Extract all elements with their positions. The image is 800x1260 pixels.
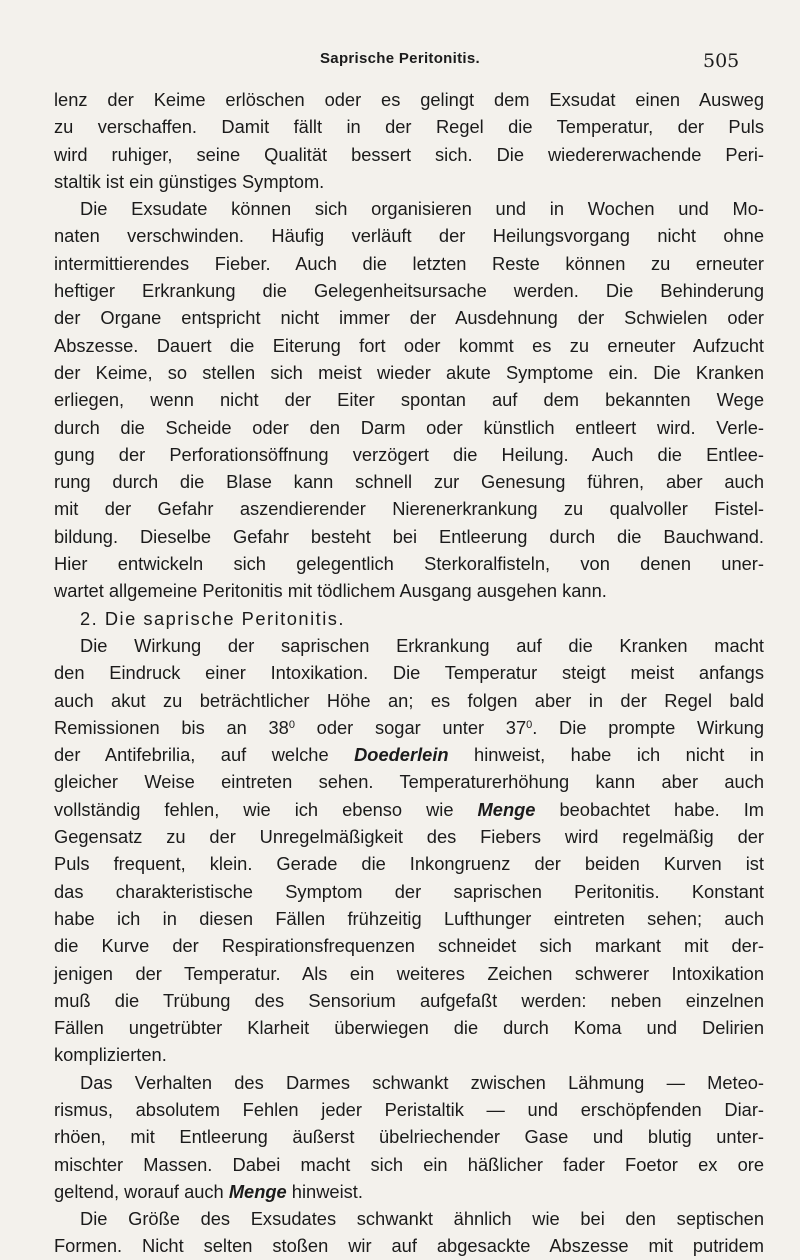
text-line: lenz der Keime erlöschen oder es gelingt dem Exsudat einen Ausweg [54, 89, 764, 110]
text-line: mischter Massen. Dabei macht sich ein häßlicher fader Foetor ex ore [54, 1153, 764, 1175]
author-name: Menge [477, 798, 536, 820]
text-line: habe ich in diesen Fällen frühzeitig Lufthunger eintreten sehen; auch [54, 907, 764, 929]
text-line: auch akut zu beträchtlicher Höhe an; es folgen aber in der Regel bald [54, 689, 764, 711]
paragraph-start-line: Die Exsudate können sich organisieren und in Wochen und Mo- [80, 198, 764, 220]
text-line: erliegen, wenn nicht der Eiter spontan auf dem bekannten Wege [54, 389, 764, 411]
text-line: naten verschwinden. Häufig verläuft der Heilungsvorgang nicht ohne [54, 225, 764, 247]
text-line: den Eindruck einer Intoxikation. Die Temperatur steigt meist anfangs [54, 662, 764, 684]
text-line: heftiger Erkrankung die Gelegenheitsursache werden. Die Behinderung [54, 280, 764, 302]
text-line: wird ruhiger, seine Qualität bessert sich. Die wiedererwachende Peri- [54, 143, 764, 165]
text-line [54, 1178, 764, 1205]
text-segment: Remissionen bis an 38 [54, 716, 289, 738]
text-segment: geltend, worauf auch [54, 1180, 229, 1202]
text-segment: . Die prompte Wirkung [532, 716, 765, 738]
text-line: jenigen der Temperatur. Als ein weiteres Zeichen schwerer Intoxikation [54, 962, 764, 984]
text-line [54, 714, 764, 741]
text-line: durch die Scheide oder den Darm oder künstlich entleert wird. Verle- [54, 416, 764, 438]
text-segment: der Antifebrilia, auf welche [54, 744, 355, 766]
text-segment: oder sogar unter 37 [294, 716, 527, 738]
text-segment: hinweist. [286, 1180, 363, 1202]
degree-sign: 0 [288, 718, 295, 731]
text-line: der Organe entspricht nicht immer der Ausdehnung der Schwielen oder [54, 307, 764, 329]
running-title: Saprische Peritonitis. [320, 50, 480, 67]
paragraph-start-line: Die Wirkung der saprischen Erkrankung auf die Kranken macht [80, 634, 764, 656]
text-line: Puls frequent, klein. Gerade die Inkongruenz der beiden Kurven ist [54, 853, 764, 875]
text-line: wartet allgemeine Peritonitis mit tödlichem Ausgang ausgehen kann. [54, 580, 607, 602]
paragraph-start-line: Das Verhalten des Darmes schwankt zwischen Lähmung — Meteo- [80, 1071, 764, 1093]
degree-sign: 0 [526, 718, 533, 731]
text-line: rhöen, mit Entleerung äußerst übelriechender Gase und blutig unter- [54, 1126, 764, 1148]
text-line: zu verschaffen. Damit fällt in der Regel die Temperatur, der Puls [54, 116, 764, 138]
text-line [54, 796, 764, 823]
author-name: Doederlein [354, 744, 449, 766]
text-line: Gegensatz zu der Unregelmäßigkeit des Fiebers wird regelmäßig der [54, 826, 764, 848]
text-line: der Keime, so stellen sich meist wieder akute Symptome ein. Die Kranken [54, 361, 764, 383]
text-line: bildung. Dieselbe Gefahr besteht bei Entleerung durch die Bauchwand. [54, 525, 764, 547]
text-line: die Kurve der Respirationsfrequenzen schneidet sich markant mit der- [54, 935, 764, 957]
running-header [0, 50, 800, 78]
text-line: Fällen ungetrübter Klarheit überwiegen die durch Koma und Delirien [54, 1017, 764, 1039]
text-segment: vollständig fehlen, wie ich ebenso wie [54, 798, 478, 820]
section-heading: 2. Die saprische Peritonitis. [80, 607, 345, 629]
text-line: rung durch die Blase kann schnell zur Genesung führen, aber auch [54, 471, 764, 493]
text-line [54, 741, 764, 768]
text-line: gleicher Weise eintreten sehen. Temperaturerhöhung kann aber auch [54, 771, 764, 793]
text-line: Abszesse. Dauert die Eiterung fort oder kommt es zu erneuter Aufzucht [54, 334, 764, 356]
text-line: muß die Trübung des Sensorium aufgefaßt werden: neben einzelnen [54, 989, 764, 1011]
body-text [54, 86, 764, 1260]
text-line: Hier entwickeln sich gelegentlich Sterkoralfisteln, von denen uner- [54, 553, 764, 575]
text-segment: beobachtet habe. Im [535, 798, 765, 820]
text-line: das charakteristische Symptom der saprischen Peritonitis. Konstant [54, 880, 764, 902]
text-line: Formen. Nicht selten stoßen wir auf abgesackte Abszesse mit putridem [54, 1235, 764, 1257]
text-line: rismus, absolutem Fehlen jeder Peristaltik — und erschöpfenden Diar- [54, 1098, 764, 1120]
text-line: komplizierten. [54, 1044, 167, 1066]
text-line: mit der Gefahr aszendierender Nierenerkrankung zu qualvoller Fistel- [54, 498, 764, 520]
text-line: gung der Perforationsöffnung verzögert die Heilung. Auch die Entlee- [54, 443, 764, 465]
author-name: Menge [228, 1180, 287, 1202]
paragraph-start-line: Die Größe des Exsudates schwankt ähnlich wie bei den septischen [80, 1208, 764, 1230]
text-segment: hinweist, habe ich nicht in [448, 744, 764, 766]
page-number: 505 [703, 50, 740, 72]
text-line: staltik ist ein günstiges Symptom. [54, 170, 325, 192]
text-line: intermittierendes Fieber. Auch die letzten Reste können zu erneuter [54, 252, 764, 274]
